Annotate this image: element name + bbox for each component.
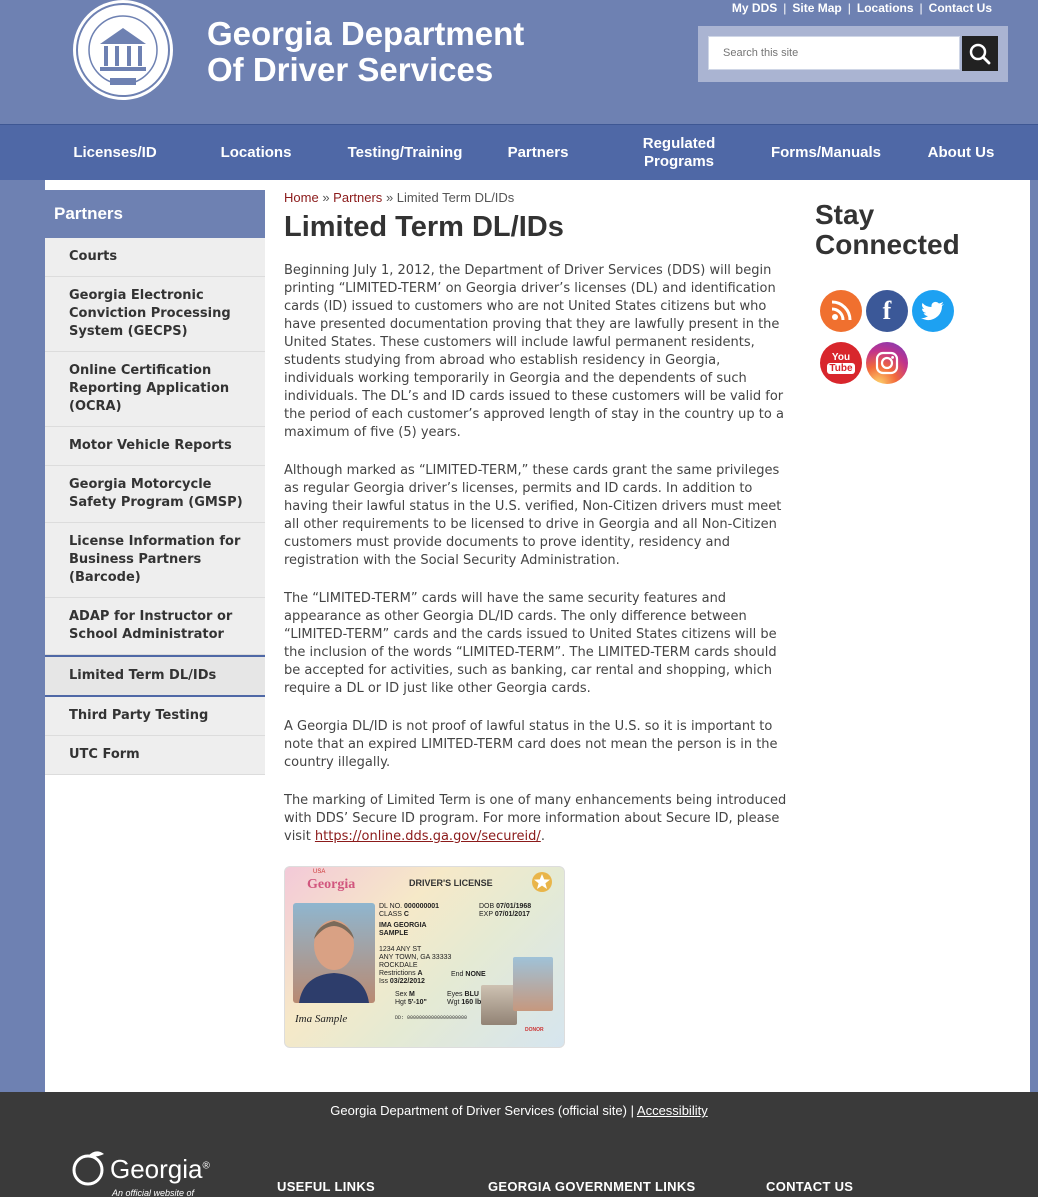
sidebar-heading[interactable]: Partners xyxy=(45,190,265,238)
star-icon xyxy=(531,871,553,893)
paragraph: Beginning July 1, 2012, the Department of Driver Services (DDS) will begin printing “LIMITED-TERM’ on Georgia driver’s licenses (DL) and identification cards (ID) issued to customers who are not United States citizens but who have presented documentation proving that they are lawfully present in the United States. These customers will include lawful permanent residents, students studying from abroad who establish residency in Georgia, individuals working temporarily in Georgia and the dependents of such individuals. The DL’s and ID cards issued to these customers will be valid for the period of each customer’s approved length of stay in the country up to a maximum of five (5) years. xyxy=(284,263,784,440)
sidebar-item-utc-form[interactable]: UTC Form xyxy=(45,736,265,775)
license-usa: USA xyxy=(313,869,326,875)
license-ghost-photo xyxy=(481,985,517,1025)
sample-license-image xyxy=(284,866,565,1048)
footer-logo-sub: An official website of xyxy=(112,1188,195,1197)
license-physical: Sex M Hgt 5'-10" xyxy=(395,991,427,1006)
nav-about-us[interactable]: About Us xyxy=(927,144,995,161)
search-input[interactable] xyxy=(708,36,960,70)
search-icon xyxy=(969,43,991,65)
license-physical2: Eyes BLU Wgt 160 lb xyxy=(447,991,482,1006)
site-footer xyxy=(0,1092,1038,1197)
license-state: Georgia xyxy=(307,877,356,892)
sidebar-item-motor-vehicle-reports[interactable]: Motor Vehicle Reports xyxy=(45,427,265,466)
footer-sep: | xyxy=(630,1103,634,1118)
license-small-photo xyxy=(513,957,553,1011)
paragraph-secure-id xyxy=(284,792,787,846)
breadcrumb-sep: » xyxy=(385,190,394,205)
paragraph-end: . xyxy=(540,829,545,844)
util-link-contact-us[interactable]: Contact Us xyxy=(928,1,992,15)
util-link-site-map[interactable]: Site Map xyxy=(792,1,842,15)
sidebar-item-ocra[interactable]: Online Certification Reporting Application (OCRA) xyxy=(45,352,265,427)
license-dates: DOB 07/01/1968 EXP 07/01/2017 xyxy=(479,903,532,918)
site-title-line2: Of Driver Services xyxy=(207,51,494,88)
instagram-icon[interactable] xyxy=(866,342,908,384)
footer-official-line xyxy=(0,1103,1038,1118)
twitter-icon[interactable] xyxy=(912,290,954,332)
stay-connected xyxy=(815,199,1015,374)
youtube-you: You xyxy=(831,351,851,363)
nav-regulated-programs[interactable]: Regulated Programs xyxy=(642,135,716,170)
sidebar xyxy=(45,190,265,775)
article xyxy=(284,190,787,1048)
secure-id-link[interactable]: https://online.dds.ga.gov/secureid/ xyxy=(314,829,541,844)
footer-col-contact-us[interactable]: CONTACT US xyxy=(766,1179,854,1194)
nav-forms-manuals[interactable]: Forms/Manuals xyxy=(770,144,882,161)
footer-official-text: Georgia Department of Driver Services (official site) xyxy=(330,1103,627,1118)
license-type: DRIVER'S LICENSE xyxy=(409,878,493,888)
nav-testing-training[interactable]: Testing/Training xyxy=(347,144,463,161)
footer-logo-text: Georgia® xyxy=(110,1154,210,1184)
license-details: DL NO. 000000001 CLASS C IMA GEORGIA SAMPLE 1234 ANY ST ANY TOWN, GA 33333 ROCKDALE Restrictions A Iss 03/22/2012 xyxy=(379,903,452,985)
paragraph: The “LIMITED-TERM” cards will have the same security features and appearance as other Georgia DL/ID cards. The only difference between “LIMITED-TERM” cards and the cards issued to United States citizens will be the inclusion of the words “LIMITED-TERM”. The LIMITED-TERM cards should be accepted for activities, such as banking, car rental and shopping, which require a DL or ID just like other Georgia cards. xyxy=(284,591,777,696)
site-title[interactable] xyxy=(207,16,524,88)
georgia-seal-logo[interactable] xyxy=(70,0,176,108)
footer-col-georgia-gov-links[interactable]: GEORGIA GOVERNMENT LINKS xyxy=(488,1179,696,1194)
sidebar-item-limited-term[interactable]: Limited Term DL/IDs xyxy=(45,655,265,697)
accessibility-link[interactable]: Accessibility xyxy=(636,1103,708,1118)
breadcrumb-current: Limited Term DL/IDs xyxy=(396,190,515,205)
facebook-icon[interactable]: f xyxy=(866,290,908,332)
sidebar-item-gecps[interactable]: Georgia Electronic Conviction Processing System (GECPS) xyxy=(45,277,265,352)
license-signature: Ima Sample xyxy=(295,1013,348,1025)
stay-connected-title: Stay Connected xyxy=(815,199,960,260)
breadcrumb xyxy=(284,190,787,205)
site-header xyxy=(0,0,1038,124)
nav-partners[interactable]: Partners xyxy=(507,144,569,161)
rss-icon[interactable] xyxy=(820,290,862,332)
breadcrumb-sep: » xyxy=(322,190,330,205)
footer-col-useful-links[interactable]: USEFUL LINKS xyxy=(277,1179,375,1194)
util-link-locations[interactable]: Locations xyxy=(856,1,914,15)
search-box xyxy=(698,26,1008,82)
sidebar-item-barcode[interactable]: License Information for Business Partners (Barcode) xyxy=(45,523,265,598)
paragraph-text: The marking of Limited Term is one of many enhancements being introduced with DDS’ Secure ID program. For more information about Secure ID, please visit xyxy=(284,793,787,844)
search-button[interactable] xyxy=(962,36,998,71)
youtube-icon[interactable] xyxy=(820,342,862,384)
peach-icon xyxy=(70,1150,106,1186)
sidebar-item-courts[interactable]: Courts xyxy=(45,238,265,277)
youtube-tube: Tube xyxy=(829,362,853,374)
breadcrumb-home[interactable]: Home xyxy=(284,190,319,205)
license-photo xyxy=(293,903,375,1003)
sidebar-item-third-party-testing[interactable]: Third Party Testing xyxy=(45,697,265,736)
license-endorsement: End NONE xyxy=(451,971,486,978)
sidebar-item-adap[interactable]: ADAP for Instructor or School Administrator xyxy=(45,598,265,655)
utility-links: My DDS | Site Map | Locations | Contact Us xyxy=(731,1,992,15)
license-donor: DONOR xyxy=(525,1027,544,1033)
nav-licenses-id[interactable]: Licenses/ID xyxy=(73,144,157,161)
paragraph: Although marked as “LIMITED-TERM,” these cards grant the same privileges as regular Georgia driver’s licenses, permits and ID cards. In addition to having their lawful status in the U.S. verified, Non-Citizen drivers must meet all other requirements to be licensed to drive in Georgia and all Non-Citizen customers must provide documents to prove identity, residency and registration with the Social Security Administration. xyxy=(284,463,782,568)
license-dd: DD: 00000000000000000000 xyxy=(395,1015,468,1021)
page-title: Limited Term DL/IDs xyxy=(284,211,564,243)
sidebar-item-gmsp[interactable]: Georgia Motorcycle Safety Program (GMSP) xyxy=(45,466,265,523)
breadcrumb-partners[interactable]: Partners xyxy=(333,190,383,205)
main-nav xyxy=(0,124,1038,180)
main-content-area xyxy=(45,180,1030,1092)
site-title-line1: Georgia Department xyxy=(207,15,525,52)
util-link-my-dds[interactable]: My DDS xyxy=(731,1,778,15)
nav-locations[interactable]: Locations xyxy=(220,144,292,161)
paragraph: A Georgia DL/ID is not proof of lawful status in the U.S. so it is important to note that an expired LIMITED-TERM card does not mean the person is in the country illegally. xyxy=(284,719,778,770)
